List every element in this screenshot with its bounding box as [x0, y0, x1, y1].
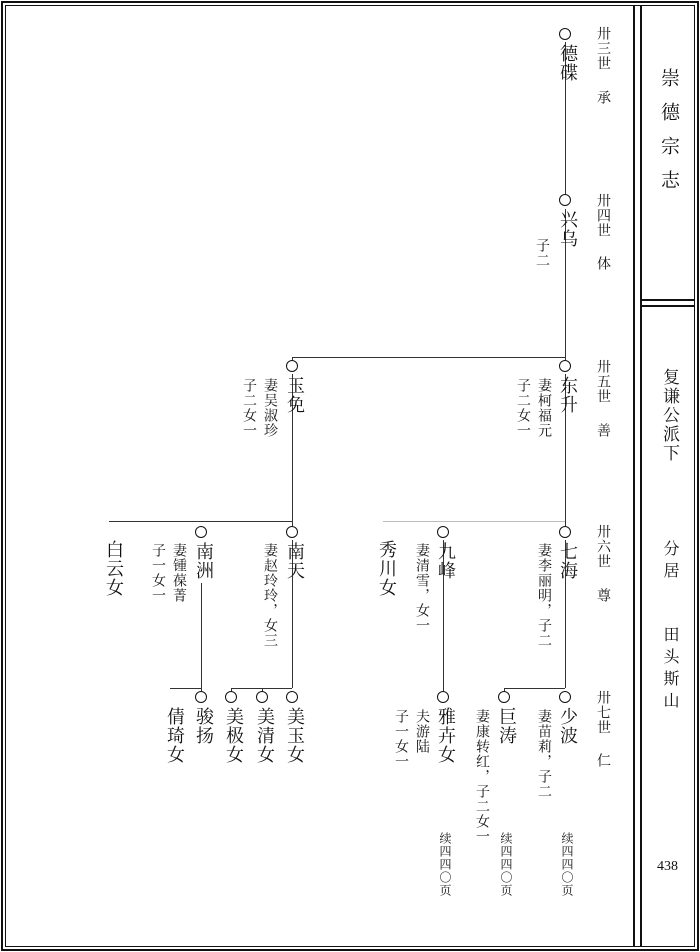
person-name: 秀川女: [376, 540, 397, 597]
sibling-line: [109, 521, 292, 522]
children-note: 子二女一: [515, 378, 531, 438]
spouse-note: 妻清雪，女一: [414, 543, 430, 633]
person-name: 玉免: [284, 376, 305, 414]
person-marker: [286, 691, 298, 703]
generation-label: 卅五世: [595, 359, 611, 404]
person-marker: [195, 691, 207, 703]
spouse-note: 妻李丽明，子二: [536, 543, 552, 648]
generation-char: 仁: [595, 753, 611, 768]
person-name: 七海: [557, 542, 578, 580]
person-name: 兴乌: [557, 210, 578, 248]
person-name: 九峰: [435, 542, 456, 580]
children-note: 子一女一: [393, 709, 409, 769]
person-marker: [559, 194, 571, 206]
page-number: 438: [657, 859, 678, 874]
person-marker: [559, 691, 571, 703]
location-name: 田头斯山: [661, 626, 680, 714]
continuation-note: 续四四〇页: [499, 832, 513, 897]
generation-label: 卅三世: [595, 26, 611, 71]
lineage-line: [201, 583, 202, 688]
person-name: 骏扬: [193, 707, 214, 745]
person-name: 美极女: [223, 707, 244, 764]
continuation-note: 续四四〇页: [438, 832, 452, 897]
person-name: 美清女: [254, 707, 275, 764]
person-marker: [225, 691, 237, 703]
person-marker: [498, 691, 510, 703]
spouse-note: 妻康转红，子二女一: [474, 709, 490, 844]
person-marker: [559, 526, 571, 538]
sibling-line: [504, 688, 565, 689]
person-name: 巨涛: [496, 707, 517, 745]
children-note: 子二女一: [241, 378, 257, 438]
sibling-line: [292, 357, 565, 358]
header-divider: [641, 305, 695, 307]
person-marker: [437, 526, 449, 538]
generation-label: 卅四世: [595, 193, 611, 238]
column-divider: [633, 5, 635, 947]
person-marker: [286, 526, 298, 538]
header-divider: [641, 299, 695, 301]
person-name: 雅卉女: [435, 707, 456, 764]
generation-label: 卅六世: [595, 524, 611, 569]
person-marker: [559, 28, 571, 40]
generation-label: 卅七世: [595, 690, 611, 735]
book-title: 崇德宗志: [658, 68, 680, 204]
person-marker: [286, 360, 298, 372]
continuation-note: 续四四〇页: [560, 832, 574, 897]
location-label: 分居: [661, 540, 680, 584]
generation-char: 体: [595, 256, 611, 271]
spouse-note: 夫游陆: [414, 709, 430, 754]
person-name: 南洲: [193, 542, 214, 580]
person-marker: [437, 691, 449, 703]
person-name: 东升: [557, 376, 578, 414]
spouse-note: 妻吴淑珍: [262, 378, 278, 438]
generation-char: 善: [595, 423, 611, 438]
children-note: 子二: [534, 238, 550, 268]
person-name: 德碟: [557, 44, 578, 82]
person-marker: [256, 691, 268, 703]
person-name: 南天: [284, 542, 305, 580]
branch-title: 复谦公派下: [659, 368, 679, 463]
spouse-note: 妻苗莉，子二: [536, 709, 552, 799]
person-name: 倩琦女: [164, 707, 185, 764]
sibling-line: [170, 688, 201, 689]
spouse-note: 妻锺葆菁: [171, 543, 187, 603]
inner-border: [5, 5, 695, 947]
generation-char: 承: [595, 90, 611, 105]
spouse-note: 妻柯福元: [536, 378, 552, 438]
spouse-note: 妻赵玲玲，女三: [262, 543, 278, 648]
person-name: 白云女: [103, 540, 124, 597]
person-marker: [559, 360, 571, 372]
person-marker: [195, 526, 207, 538]
person-name: 美玉女: [284, 707, 305, 764]
children-note: 子一女一: [150, 543, 166, 603]
person-name: 少波: [557, 707, 578, 745]
sibling-line: [383, 521, 565, 522]
generation-char: 尊: [595, 588, 611, 603]
column-divider: [640, 5, 642, 947]
